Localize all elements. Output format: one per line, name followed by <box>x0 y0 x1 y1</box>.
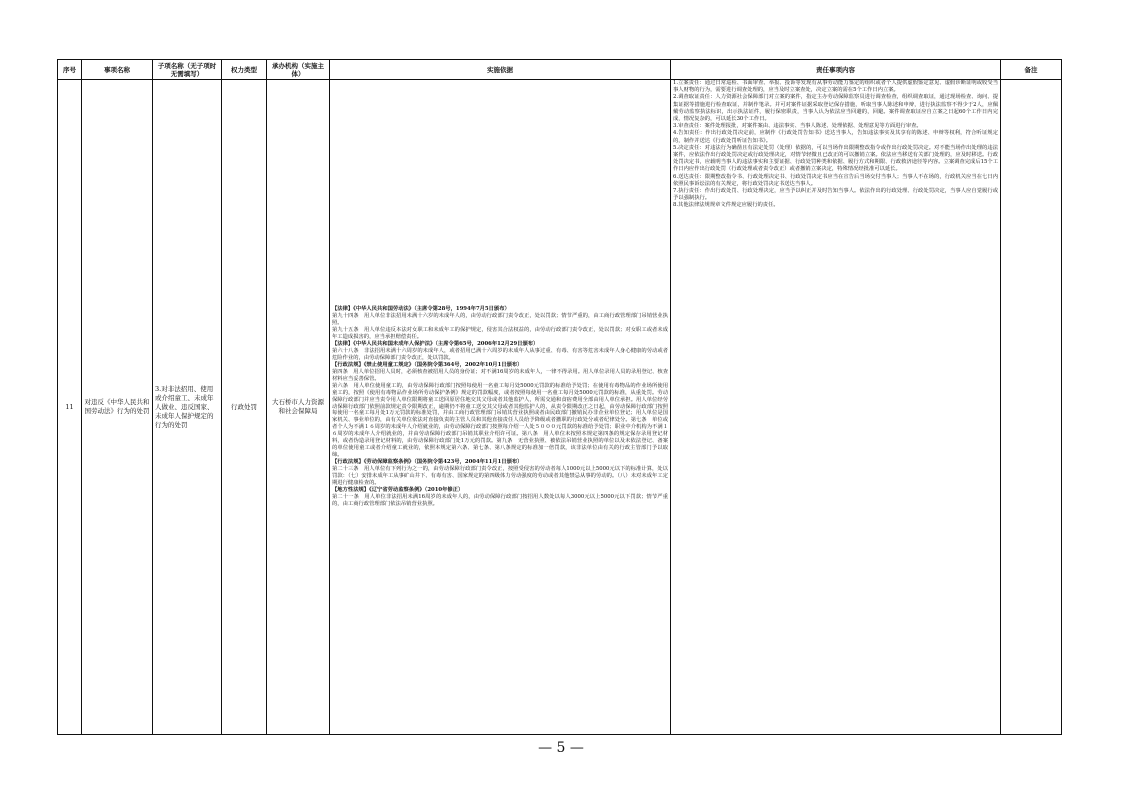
duty-paragraph: 1.立案责任：通过日常巡检、书面审查、举报、投诉等发现有从事劳动能力鉴定的组织或者个人提供虚假鉴定意见、虚假诊断证明或收受当事人财物的行为，需要进行调查处理的，应当及时立案查处，决定立案的需在5个工作日内立案。 <box>673 80 998 94</box>
page-number: — 5 — <box>538 740 584 756</box>
header-remark: 备注 <box>1001 60 1062 80</box>
basis-paragraph: 【法律】《中华人民共和国劳动法》（主席令第28号，1994年7月5日颁布） <box>332 306 510 313</box>
row-basis <box>330 80 671 735</box>
basis-paragraph: 【行政法规】《禁止使用童工规定》（国务院令第364号，2002年10月1日颁布） <box>332 361 523 368</box>
table-header-row <box>58 60 1062 80</box>
row-sub-item: 3.对非法招用、使用或介绍童工、未成年人做业、违反国家、未成年人保护规定的行为的处罚 <box>153 80 222 735</box>
header-basis: 实施依据 <box>330 60 671 80</box>
basis-paragraph: 第九十四条 用人单位非法招用未满十六岁的未成年人的，由劳动行政部门责令改正，处以罚款；情节严重的，由工商行政管理部门吊销营业执照。 <box>332 313 668 327</box>
row-item-name: 对违反《中华人民共和国劳动法》行为的处罚 <box>82 80 153 735</box>
duty-paragraph: 8.其他法律法规规章文件规定应履行的责任。 <box>673 202 779 209</box>
duty-paragraph: 6.送达责任：限期整改指令书、行政处理决定书、行政处罚决定书应当在宣告后当场交付当事人；当事人不在场的，行政机关应当在七日内依照民事诉讼法的有关规定，将行政处罚决定书送达当事人。 <box>673 173 998 187</box>
basis-paragraph: 【法律】《中华人民共和国未成年人保护法》（主席令第65号，2006年12月29日颁布） <box>332 340 539 347</box>
basis-paragraph: 第四条 用人单位招用人员时，必须核查被招用人员的身份证；对不满16周岁的未成年人，一律不得录用。用人单位录用人员的录用登记、核查材料应当妥善保管。 <box>332 368 668 382</box>
header-number: 序号 <box>58 60 82 80</box>
duty-paragraph: 3.审查责任：案件处理报批，对案件案由、违法事实、当事人陈述、处理依据、处理意见等方面进行审查。 <box>673 123 922 130</box>
basis-paragraph: 第二十三条 用人单位有下列行为之一的，由劳动保障行政部门责令改正，按照受侵害的劳动者每人1000元以上5000元以下的标准计算，处以罚款：（七）安排未成年工从事矿山井下、有毒有害、国家规定的第四级体力劳动强度的劳动或者其他禁忌从事的劳动的。（八）未对未成年工定期进行健康检查的。 <box>332 466 668 486</box>
duty-paragraph: 7.执行责任：作出行政处罚、行政处理决定，应当予以纠正并及时告知当事人。依法作出的行政处理、行政处罚决定，当事人应自觉履行或予以强制执行。 <box>673 188 998 202</box>
header-duties: 责任事项内容 <box>671 60 1001 80</box>
duty-paragraph: 4.告知责任：作出行政处罚决定前，应制作《行政处罚告知书》送达当事人，告知违法事实及其享有的陈述、申辩等权利，符合听证规定的，制作并送达《行政处罚听证告知书》。 <box>673 130 998 144</box>
row-number: 11 <box>58 80 82 735</box>
duty-paragraph: 2.调查取证责任：人力资源社会保障部门对立案的案件，指定主办劳动保障监察员进行调查检查，组织调查取证，通过现场检查、询问、提集证据等措施进行检查取证，并制作笔录。并可对案件证据采取登记保存措施，听取当事人陈述和申辩，进行执法监察不得少于2人，应佩戴劳动监察执法标识，出示执法证件，履行保密职责，当事人认为依法应当回避的，回避。案件调查取证应自立案之日起60个工作日内完成，情况复杂的，可以延长30个工作日。 <box>673 94 998 123</box>
basis-paragraph: 【行政法规】《劳动保障监察条例》（国务院令第423号，2004年11月1日颁布） <box>332 459 523 466</box>
table-row <box>58 80 1062 735</box>
duty-paragraph: 5.决定责任：对违法行为确凿且有法定处罚（处理）依据的，可以当场作出限期整改指令或作出行政处罚决定。对不能当场作出处理的违法案件，应依法作出行政处罚决定或行政处理决定，对情节轻微且已改正的可以撤销立案。依法应当移送有关部门处理的，应及时移送。行政处罚决定书，应载明当事人的违法事实和主要证据、行政处罚种类和依据、履行方式和期限、行政救济途径等内容。立案调查完成后15个工作日内应作出行政处罚（行政处理或者责令改正）或者撤销立案决定，特殊情况经批准可以延长。 <box>673 144 998 173</box>
row-remark <box>1001 80 1062 735</box>
basis-paragraph: 第六条 用人单位使用童工的，由劳动保障行政部门按照每使用一名童工每月处5000元罚款的标准给予处罚；在使用有毒物品的作业场所使用童工的，按照《使用有毒物品作业场所劳动保护条例》规定的罚款幅度，或者按照每使用一名童工每月处5000元罚款的标准，从重处罚。劳动保障行政部门并应当责令用人单位限期将童工送回原居住地交其父母或者其他监护人，所需交通和食宿费用全部由用人单位承担。用人单位经劳动保障行政部门依照前款规定责令限期改正，逾期仍不将童工送交其父母或者其他监护人的，从责令限期改正之日起，由劳动保障行政部门按照每使用一名童工每月处1万元罚款的标准处罚，并由工商行政管理部门吊销其营业执照或者由民政部门撤销民办非企业单位登记；用人单位是国家机关、事业单位的，由有关单位依法对直接负责的主管人员和其他直接责任人员给予降级或者撤职的行政处分或者纪律处分。第七条 单位或者个人为不满１６周岁的未成年人介绍就业的，由劳动保障行政部门按照每介绍一人处５０００元罚款的标准给予处罚；职业中介机构为不满１６周岁的未成年人介绍就业的，并由劳动保障行政部门吊销其职业介绍许可证。第八条 用人单位未按照本规定第四条的规定保存录用登记材料，或者伪造录用登记材料的，由劳动保障行政部门处1万元的罚款。第九条 无营业执照、被依法吊销营业执照的单位以及未依法登记、备案的单位使用童工或者介绍童工就业的，依照本规定第六条、第七条、第八条规定的标准加一倍罚款，该非法单位由有关的行政主管部门予以取缔。 <box>332 382 668 459</box>
row-power-type: 行政处罚 <box>222 80 267 735</box>
header-agency: 承办机构（实施主体） <box>267 60 330 80</box>
basis-paragraph: 第九十五条 用人单位违反本法对女职工和未成年工的保护规定，侵害其合法权益的，由劳动行政部门责令改正，处以罚款；对女职工或者未成年工造成损害的，应当承担赔偿责任。 <box>332 327 668 340</box>
basis-paragraph: 【地方性法规】《辽宁省劳动监察条例》（2010年修正） <box>332 486 464 493</box>
row-duties <box>671 80 1001 735</box>
header-sub-item: 子项名称（无子项时无需填写） <box>153 60 222 80</box>
header-power-type: 权力类型 <box>222 60 267 80</box>
row-agency: 大石桥市人力资源和社会保障局 <box>267 80 330 735</box>
basis-paragraph: 第二十一条 用人单位非法招用未满16周岁的未成年人的，由劳动保障行政部门按招用人数处以每人3000元以上5000元以下罚款；情节严重的，由工商行政管理部门依法吊销营业执照。 <box>332 493 668 507</box>
power-list-table <box>57 59 1062 735</box>
basis-paragraph: 第六十八条 非法招用未满十六周岁的未成年人，或者招用已满十六周岁的未成年人从事过重、有毒、有害等危害未成年人身心健康的劳动或者危险作业的，由劳动保障部门责令改正，处以罚款。 <box>332 347 668 361</box>
header-item-name: 事项名称 <box>82 60 153 80</box>
